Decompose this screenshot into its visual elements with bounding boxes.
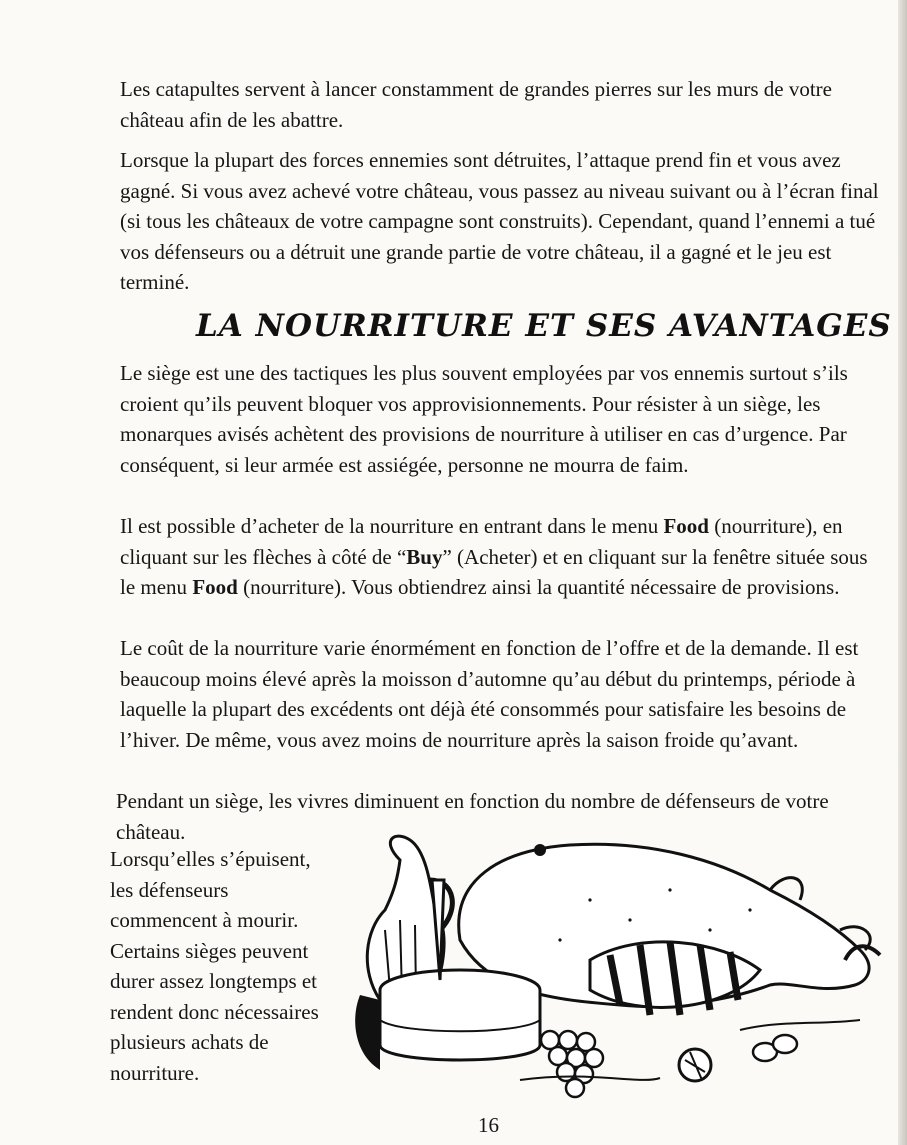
paragraph-buy-food	[120, 511, 880, 603]
menu-name-food: Food	[663, 514, 709, 538]
menu-name-food: Food	[192, 575, 238, 599]
text-run: Il est possible d’acheter de la nourriture en entrant dans le menu	[120, 514, 664, 538]
page-edge-shadow	[898, 0, 907, 1145]
paragraph-defenders-die: Lorsqu’elles s’épuisent, les défenseurs commencent à mourir. Certains sièges peuvent durer assez longtemps et rendent donc nécessaires plusieurs achats de nourriture.	[110, 847, 319, 1085]
menu-name-buy: Buy	[406, 544, 443, 569]
paragraph-food-cost: Le coût de la nourriture varie énormément en fonction de l’offre et de la demande. Il est beaucoup moins élevé après la moisson d’automne qu’au début du printemps, période à laquelle la plupart des excédents ont déjà été consommés pour satisfaire les besoins de l’hiver. De même, vous avez moins de nourriture après la saison froide qu’avant.	[120, 636, 859, 752]
paragraph-siege: Le siège est une des tactiques les plus souvent employées par vos ennemis surtout s’ils croient qu’ils peuvent bloquer vos approvisionnements. Pour résister à un siège, les monarques avisés achètent des provisions de nourriture à utiliser en cas d’urgence. Par conséquent, si leur armée est assiégée, personne ne mourra de faim.	[120, 361, 848, 477]
page-number: 16	[478, 1113, 499, 1137]
section-heading: LA NOURRITURE ET SES AVANTAGES	[196, 308, 892, 344]
food-illustration	[340, 820, 890, 1100]
text-run: (nourriture). Vous obtiendrez ainsi la quantité nécessaire de provisions.	[237, 575, 840, 599]
text-run: ” (Acheter) et en cliquant sur la fenêtre située sous le menu	[120, 544, 868, 599]
paragraph-catapults: Les catapultes servent à lancer constamment de grandes pierres sur les murs de votre château afin de les abattre.	[120, 77, 832, 132]
paragraph-rations: Pendant un siège, les vivres diminuent en fonction du nombre de défenseurs de votre château.	[116, 789, 829, 844]
paragraph-victory: Lorsque la plupart des forces ennemies sont détruites, l’attaque prend fin et vous avez gagné. Si vous avez achevé votre château, vous passez au niveau suivant ou à l’écran final (si tous les châteaux de votre campagne sont construits). Cependant, quand l’ennemi a tué vos défenseurs ou a détruit une grande partie de votre château, il a gagné et le jeu est terminé.	[120, 148, 879, 294]
text-run: (nourriture), en cliquant sur les flèches à côté de “	[120, 514, 843, 569]
